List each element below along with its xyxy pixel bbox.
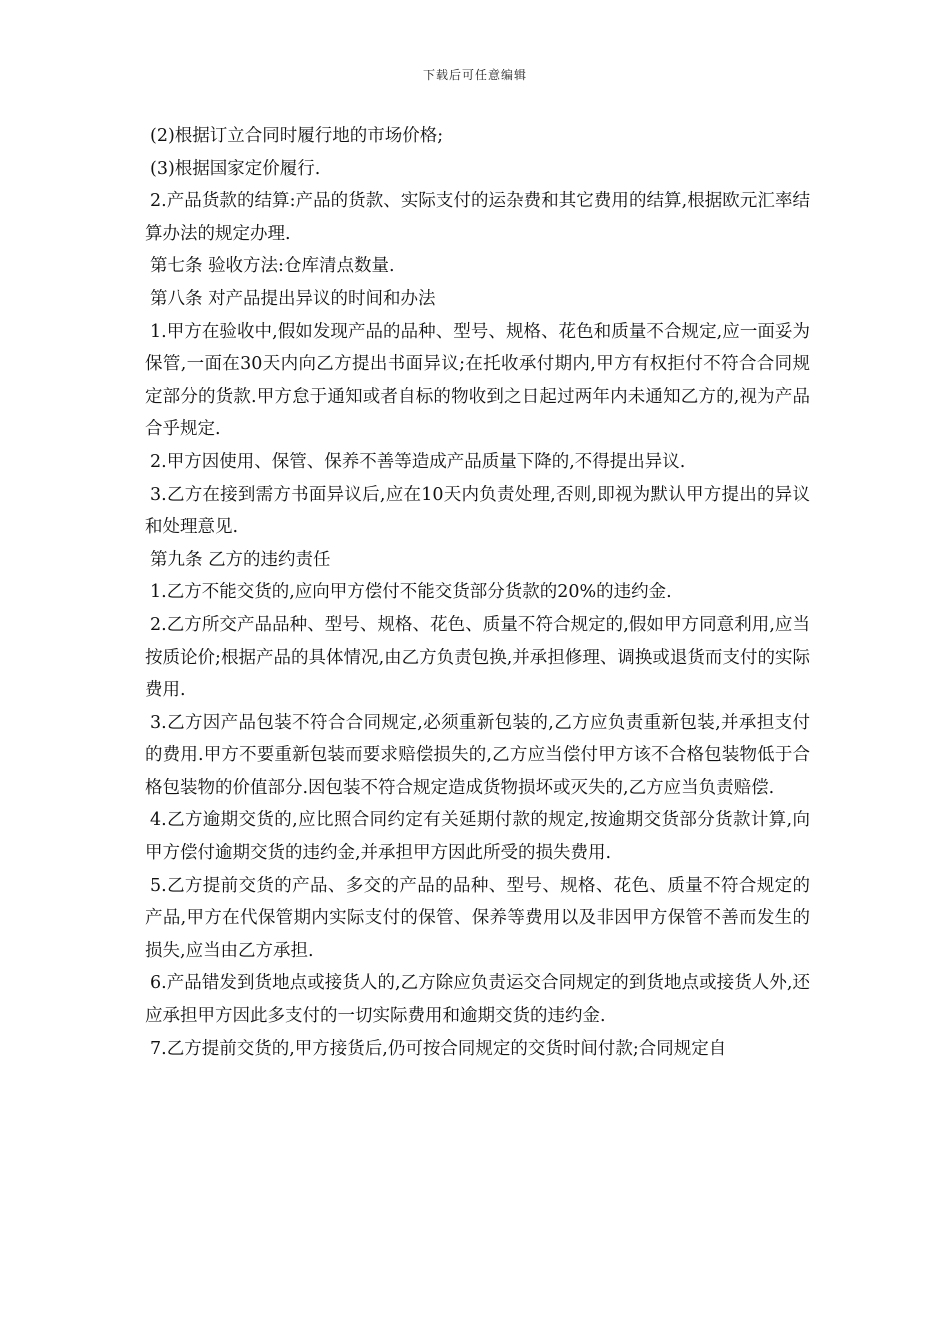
article-9-item-7: 7.乙方提前交货的,甲方接货后,仍可按合同规定的交货时间付款;合同规定自 [150,1038,727,1059]
article-9-item-1: 1.乙方不能交货的,应向甲方偿付不能交货部分货款的20%的违约金. [150,582,672,603]
clause-payment-settlement: 2.产品货款的结算:产品的货款、实际支付的运杂费和其它费用的结算,根据欧元汇率结算办法的规定办理. [145,191,810,244]
article-9-item-6: 6.产品错发到货地点或接货人的,乙方除应负责运交合同规定的到货地点或接货人外,还应承担甲方因此多支付的一切实际费用和逾期交货的违约金. [145,973,810,1027]
article-9-heading: 第九条 乙方的违约责任 [150,549,331,570]
article-7-heading: 第七条 验收方法:仓库清点数量. [150,256,395,277]
article-8-item-3: 3.乙方在接到需方书面异议后,应在10天内负责处理,否则,即视为默认甲方提出的异议和处理意见. [145,484,810,538]
clause-price-state: (3)根据国家定价履行. [150,158,321,179]
article-8-heading: 第八条 对产品提出异议的时间和办法 [150,288,436,309]
article-9-item-3: 3.乙方因产品包装不符合合同规定,必须重新包装的,乙方应负责重新包装,并承担支付的费用.甲方不要重新包装而要求赔偿损失的,乙方应当偿付甲方该不合格包装物低于合格包装物的价值部分.因包装不符合规定造成货物损坏或灭失的,乙方应当负责赔偿. [145,712,810,798]
page-header-note: 下载后可任意编辑 [422,68,527,82]
article-8-item-2: 2.甲方因使用、保管、保养不善等造成产品质量下降的,不得提出异议. [150,451,686,472]
article-9-item-4: 4.乙方逾期交货的,应比照合同约定有关延期付款的规定,按逾期交货部分货款计算,向甲方偿付逾期交货的违约金,并承担甲方因此所受的损失费用. [145,810,810,864]
clause-price-market: (2)根据订立合同时履行地的市场价格; [150,126,444,146]
article-9-item-5: 5.乙方提前交货的产品、多交的产品的品种、型号、规格、花色、质量不符合规定的产品,甲方在代保管期内实际支付的保管、保养等费用以及非因甲方保管不善而发生的损失,应当由乙方承担. [145,875,810,961]
document-body [145,120,810,1065]
article-8-item-1: 1.甲方在验收中,假如发现产品的品种、型号、规格、花色和质量不合规定,应一面妥为保管,一面在30天内向乙方提出书面异议;在托收承付期内,甲方有权拒付不符合合同规定部分的货款.甲方怠于通知或者自标的物收到之日起过两年内未通知乙方的,视为产品合乎规定. [145,321,810,440]
article-9-item-2: 2.乙方所交产品品种、型号、规格、花色、质量不符合规定的,假如甲方同意利用,应当按质论价;根据产品的具体情况,由乙方负责包换,并承担修理、调换或退货而支付的实际费用. [145,614,810,701]
